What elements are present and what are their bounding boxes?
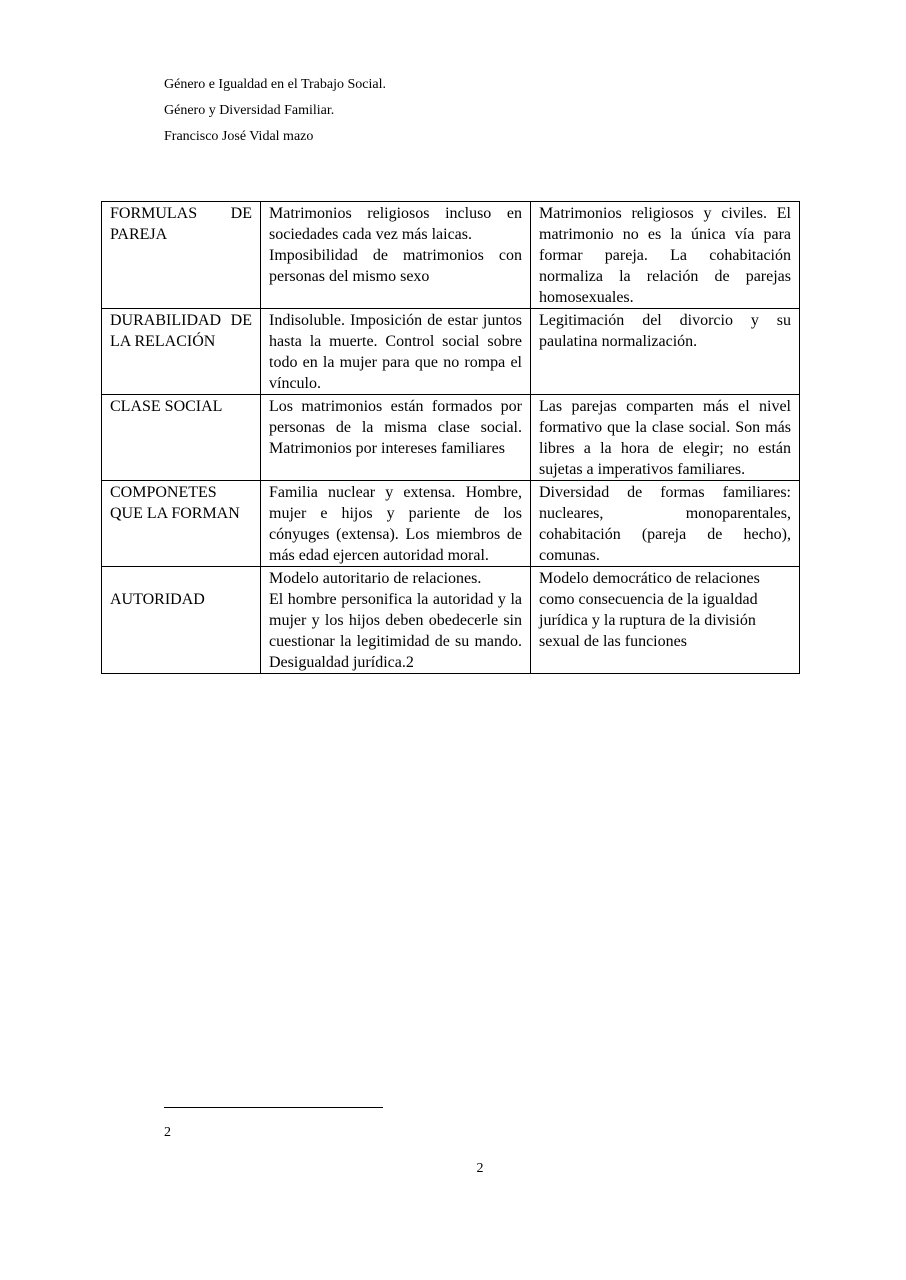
header-course-title: Género e Igualdad en el Trabajo Social. bbox=[164, 77, 386, 92]
page-number bbox=[0, 1160, 906, 1178]
row-label-text: AUTORIDAD bbox=[110, 591, 205, 608]
table-row bbox=[102, 395, 800, 481]
cell-paragraph: Familia nuclear y extensa. Hombre, mujer e hijos y pariente de los cónyuges (extensa). Los miembros de más edad ejercen autoridad moral. bbox=[269, 484, 522, 564]
table-row bbox=[102, 567, 800, 674]
modern-cell bbox=[531, 395, 800, 481]
row-label bbox=[102, 395, 261, 481]
footnote-separator bbox=[164, 1107, 383, 1108]
modern-cell bbox=[531, 309, 800, 395]
document-header bbox=[164, 72, 386, 150]
page-number-text: 2 bbox=[476, 1161, 484, 1176]
cell-paragraph: Modelo autoritario de relaciones. bbox=[269, 570, 482, 587]
row-label-text: CLASE SOCIAL bbox=[110, 398, 223, 415]
cell-paragraph: Modelo democrático de relaciones como consecuencia de la igualdad jurídica y la ruptura de la división sexual de las funciones bbox=[539, 570, 760, 650]
header-author: Francisco José Vidal mazo bbox=[164, 129, 314, 144]
footnote-marker: 2 bbox=[164, 1125, 171, 1140]
modern-cell bbox=[531, 481, 800, 567]
row-label bbox=[102, 567, 261, 674]
cell-paragraph: Matrimonios religiosos incluso en sociedades cada vez más laicas. bbox=[269, 205, 522, 243]
cell-paragraph: El hombre personifica la autoridad y la mujer y los hijos deben obedecerle sin cuestionar la legitimidad de su mando. Desigualdad jurídica.2 bbox=[269, 591, 522, 671]
cell-paragraph: Matrimonios religiosos y civiles. El matrimonio no es la única vía para formar pareja. La cohabitación normaliza la relación de parejas homosexuales. bbox=[539, 205, 791, 306]
comparison-table bbox=[101, 201, 800, 674]
cell-paragraph: Diversidad de formas familiares: nucleares, monoparentales, cohabitación (pareja de hecho), comunas. bbox=[539, 484, 791, 564]
table-row bbox=[102, 309, 800, 395]
cell-paragraph: Indisoluble. Imposición de estar juntos hasta la muerte. Control social sobre todo en la mujer para que no rompa el vínculo. bbox=[269, 312, 522, 392]
cell-paragraph: Legitimación del divorcio y su paulatina normalización. bbox=[539, 312, 791, 350]
traditional-cell bbox=[261, 309, 531, 395]
row-label bbox=[102, 309, 261, 395]
row-label bbox=[102, 202, 261, 309]
header-subject-title: Género y Diversidad Familiar. bbox=[164, 103, 335, 118]
row-label-text: FORMULAS DE PAREJA bbox=[110, 205, 252, 243]
traditional-cell bbox=[261, 567, 531, 674]
traditional-cell bbox=[261, 202, 531, 309]
footnote bbox=[164, 1124, 171, 1142]
row-label-text: DURABILIDAD DE LA RELACIÓN bbox=[110, 312, 252, 350]
modern-cell bbox=[531, 202, 800, 309]
row-label-text: COMPONETES QUE LA FORMAN bbox=[110, 484, 240, 522]
traditional-cell bbox=[261, 395, 531, 481]
modern-cell bbox=[531, 567, 800, 674]
table-row bbox=[102, 481, 800, 567]
traditional-cell bbox=[261, 481, 531, 567]
row-label bbox=[102, 481, 261, 567]
cell-paragraph: Imposibilidad de matrimonios con personas del mismo sexo bbox=[269, 247, 522, 285]
cell-paragraph: Los matrimonios están formados por personas de la misma clase social. Matrimonios por intereses familiares bbox=[269, 398, 522, 457]
cell-paragraph: Las parejas comparten más el nivel formativo que la clase social. Son más libres a la hora de elegir; no están sujetas a imperativos familiares. bbox=[539, 398, 791, 478]
table-row bbox=[102, 202, 800, 309]
